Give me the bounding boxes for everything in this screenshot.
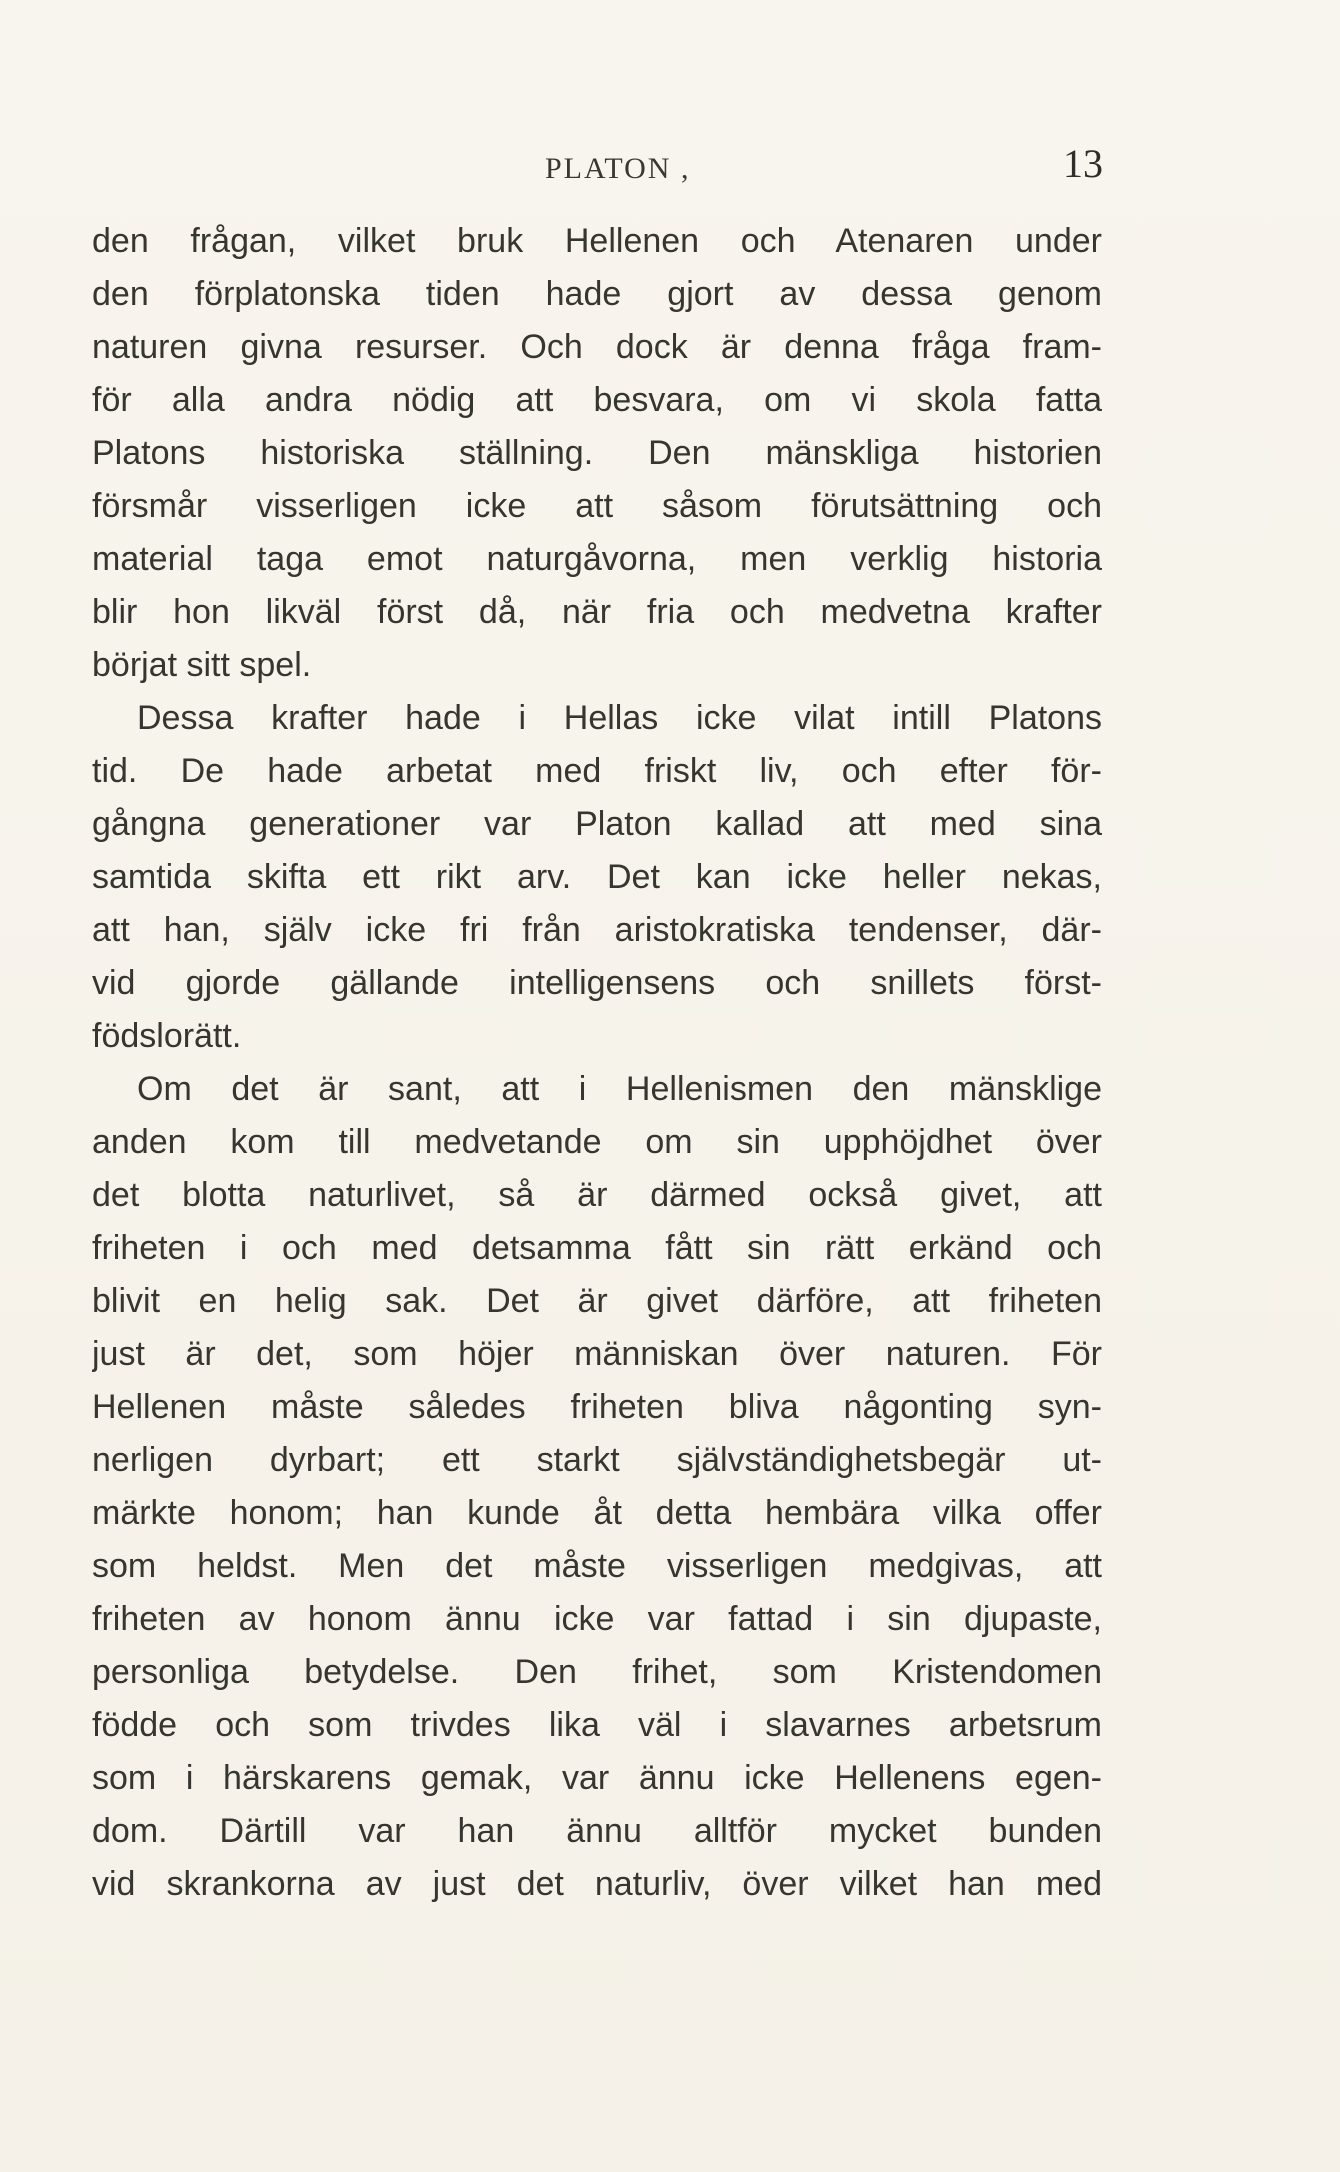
text-line: gångna generationer var Platon kallad att med sina	[92, 805, 1102, 843]
text-line: Dessa krafter hade i Hellas icke vilat intill Platons	[137, 699, 1102, 737]
text-line: Platons historiska ställning. Den mänskliga historien	[92, 434, 1102, 472]
text-line: tid. De hade arbetat med friskt liv, och efter för-	[92, 752, 1102, 790]
paragraph-1	[92, 215, 1102, 692]
text-line: vid gjorde gällande intelligensens och snillets först-	[92, 964, 1102, 1002]
text-line: Hellenen måste således friheten bliva någonting syn-	[92, 1388, 1102, 1426]
text-line: naturen givna resurser. Och dock är denna fråga fram-	[92, 328, 1102, 366]
body-text	[92, 215, 1102, 1911]
text-line: material taga emot naturgåvorna, men verklig historia	[92, 540, 1102, 578]
text-line: för alla andra nödig att besvara, om vi skola fatta	[92, 381, 1102, 419]
text-line: den frågan, vilket bruk Hellenen och Atenaren under	[92, 222, 1102, 260]
text-line: som heldst. Men det måste visserligen medgivas, att	[92, 1547, 1102, 1585]
text-line: som i härskarens gemak, var ännu icke Hellenens egen-	[92, 1759, 1102, 1797]
running-title: PLATON ,	[545, 152, 691, 185]
page-header	[0, 140, 1340, 200]
text-line: friheten i och med detsamma fått sin rätt erkänd och	[92, 1229, 1102, 1267]
text-line: märkte honom; han kunde åt detta hembära vilka offer	[92, 1494, 1102, 1532]
text-line: att han, själv icke fri från aristokratiska tendenser, där-	[92, 911, 1102, 949]
text-line: dom. Därtill var han ännu alltför mycket bunden	[92, 1812, 1102, 1850]
text-line: nerligen dyrbart; ett starkt självständighetsbegär ut-	[92, 1441, 1102, 1479]
text-line: födslorätt.	[92, 1017, 242, 1055]
text-line: födde och som trivdes lika väl i slavarnes arbetsrum	[92, 1706, 1102, 1744]
text-line: det blotta naturlivet, så är därmed också givet, att	[92, 1176, 1102, 1214]
text-line: den förplatonska tiden hade gjort av dessa genom	[92, 275, 1102, 313]
text-line: anden kom till medvetande om sin upphöjdhet över	[92, 1123, 1102, 1161]
text-line: vid skrankorna av just det naturliv, över vilket han med	[92, 1865, 1102, 1903]
text-line: börjat sitt spel.	[92, 646, 312, 684]
text-line: blir hon likväl först då, när fria och medvetna krafter	[92, 593, 1102, 631]
text-line: försmår visserligen icke att såsom förutsättning och	[92, 487, 1102, 525]
paragraph-2	[92, 692, 1102, 1063]
paragraph-3	[92, 1063, 1102, 1911]
text-line: Om det är sant, att i Hellenismen den mänsklige	[137, 1070, 1102, 1108]
text-line: personliga betydelse. Den frihet, som Kristendomen	[92, 1653, 1102, 1691]
page-number: 13	[1063, 141, 1103, 186]
text-line: just är det, som höjer människan över naturen. För	[92, 1335, 1102, 1373]
text-line: samtida skifta ett rikt arv. Det kan icke heller nekas,	[92, 858, 1102, 896]
text-line: blivit en helig sak. Det är givet därföre, att friheten	[92, 1282, 1102, 1320]
text-line: friheten av honom ännu icke var fattad i sin djupaste,	[92, 1600, 1102, 1638]
